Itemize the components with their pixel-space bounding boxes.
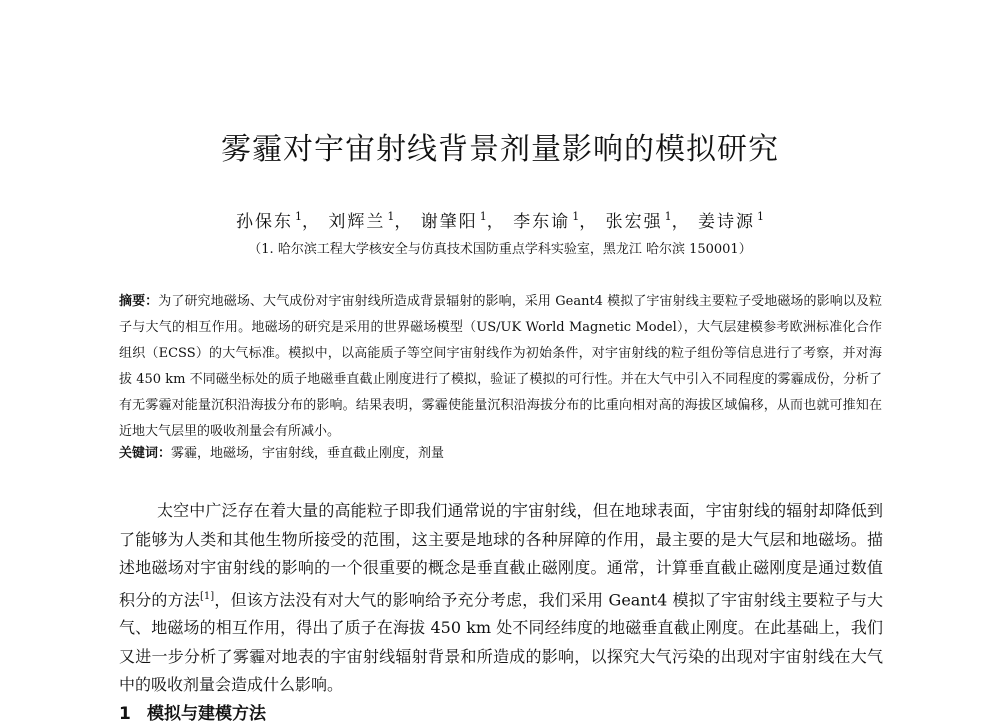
- author: 张宏强 $^1$: [605, 210, 672, 232]
- section-number: 1: [119, 704, 131, 724]
- keywords-label: 关键词：: [119, 446, 172, 461]
- section-title: 模拟与建模方法: [147, 704, 266, 724]
- abstract-text: 为了研究地磁场、大气成份对宇宙射线所造成背景辐射的影响，采用 Geant4 模拟了宇宙射线主要粒子受地磁场的影响以及粒子与大气的相互作用。地磁场的研究是采用的世界磁场模型（US/UK World Magnetic Model），大气层建模参考欧洲标准化合作组织（ECSS）的大气标准。模拟中，以高能质子等空间宇宙射线作为初始条件，对宇宙射线的粒子组份等信息进行了考察，并对海拔 450 km 不同磁坐标处的质子地磁垂直截止刚度进行了模拟，验证了模拟的可行性。并在大气中引入不同程度的雾霾成份，分析了有无雾霾对能量沉积沿海拔分布的影响。结果表明，雾霾使能量沉积沿海拔分布的比重向相对高的海拔区域偏移，从而也就可推知在近地大气层里的吸收剂量会有所减小。: [119, 294, 882, 439]
- keywords: [119, 443, 882, 465]
- affiliation: （1. 哈尔滨工程大学核安全与仿真技术国防重点学科实验室，黑龙江 哈尔滨 150001）: [248, 242, 752, 257]
- author-list: 孙保东 $^1$， 刘辉兰 $^1$， 谢肇阳 $^1$， 李东谕 $^1$， 张宏强 $^1$， 姜诗源 $^1$: [235, 210, 765, 232]
- author: 姜诗源 $^1$: [698, 210, 765, 232]
- author: 李东谕 $^1$: [513, 210, 580, 232]
- author: 谢肇阳 $^1$: [420, 210, 487, 232]
- section-heading: [119, 702, 883, 726]
- citation-ref: [1]: [200, 590, 215, 602]
- keywords-text: 雾霾，地磁场，宇宙射线，垂直截止刚度，剂量: [171, 446, 445, 461]
- abstract-label: 摘要：: [119, 294, 159, 309]
- abstract: [119, 289, 882, 445]
- author: 刘辉兰 $^1$: [328, 210, 395, 232]
- author: 孙保东 $^1$: [235, 210, 302, 232]
- body-paragraph: 太空中广泛存在着大量的高能粒子即我们通常说的宇宙射线，但在地球表面，宇宙射线的辐射却降低到了能够为人类和其他生物所接受的范围，这主要是地球的各种屏障的作用，最主要的是大气层和地磁场。描述地磁场对宇宙射线的影响的一个很重要的概念是垂直截止磁刚度。通常，计算垂直截止磁刚度是通过数值积分的方法[1]，但该方法没有对大气的影响给予充分考虑，我们采用 Geant4 模拟了宇宙射线主要粒子与大气、地磁场的相互作用，得出了质子在海拔 450 km 处不同经纬度的地磁垂直截止刚度。在此基础上，我们又进一步分析了雾霾对地表的宇宙射线辐射背景和所造成的影响，以探究大气污染的出现对宇宙射线在大气中的吸收剂量会造成什么影响。: [119, 501, 883, 695]
- paper-title: 雾霾对宇宙射线背景剂量影响的模拟研究: [221, 132, 779, 167]
